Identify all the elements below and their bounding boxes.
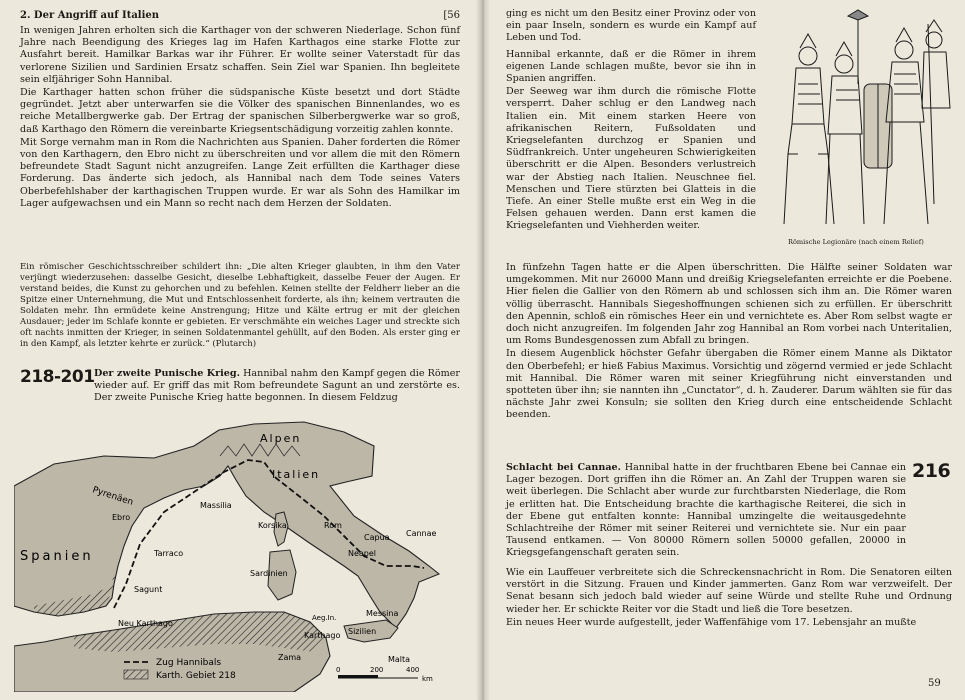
map-label-malta: Malta: [388, 655, 411, 664]
map-label-messina: Messina: [366, 609, 399, 618]
page-header: [20, 10, 460, 21]
map-label-neu-karthago: Neu Karthago: [118, 619, 173, 628]
map-label-cannae: Cannae: [406, 529, 437, 538]
right-page: [482, 0, 965, 700]
map-label-neapel: Neapel: [348, 549, 377, 558]
map-label-rom: Rom: [324, 521, 342, 530]
cannae-year: 216: [912, 460, 951, 482]
illustration-caption: Römische Legionäre (nach einem Relief): [788, 238, 924, 246]
scale-unit: km: [422, 675, 433, 683]
plutarch-quote: Ein römischer Geschichtsschreiber schildert ihn: „Die alten Krieger glaubten, in ihm den Vater verjüngt wiederzusehen: dasselbe Gesicht, dieselbe Lebhaftigkeit, dasselbe Feuer der Augen. Er verstand beides, die Kunst zu gehorchen und zu befehlen. Keinen stellte der Feldherr lieber an die Spitze einer Unternehmung, die Mut und Entschlossenheit forderte, als ihn; keinem vertrauten die Soldaten mehr. Ihn ermüdete keine Anstrengung; Hitze und Kälte ertrug er mit der gleichen Ausdauer; jeder im Schlafe konnte er gebieten. Er verschmähte ein weiches Lager und streckte sich oft nachts inmitten der Krieger, in seinen Soldatenmantel gehüllt, auf den Boden. Als erster ging er in den Kampf, als letzter kehrte er zurück.“ (Plutarch): [20, 262, 460, 349]
map-label-sizilien: Sizilien: [348, 627, 377, 636]
cannae-text: Hannibal hatte in der fruchtbaren Ebene bei Cannae ein Lager bezogen. Dort griffen ihn die Römer an. An Zahl der Truppen waren sie weit überlegen. Die Schlacht aber wurde zur furchtbarsten Niederlage, die Rom je erlitten hat. Die Entscheidung brachte die karthagische Reiterei, die sich in der Ebene gut entfalten konnte: Hannibal umzingelte die weitausgedehnte Schlachtreihe der Römer mit seiner Reiterei und vernichtete sie. Nur ein paar Tausend entkamen. — Von 80000 Römern sollen 50000 gefallen, 20000 in Kriegsgefangenschaft geraten sein.: [506, 462, 906, 559]
map-label-alpen: Alpen: [260, 432, 302, 445]
legend-zug-hannibals: Zug Hannibals: [156, 658, 222, 668]
scale-200: 200: [370, 666, 384, 674]
map-western-mediterranean: [14, 416, 472, 692]
map-label-karthago: Karthago: [304, 631, 341, 640]
map-label-zama: Zama: [278, 653, 302, 662]
map-label-capua: Capua: [364, 533, 390, 542]
right-column-text: [506, 8, 756, 234]
map-label-sardinien: Sardinien: [250, 569, 288, 578]
paragraph: In diesem Augenblick höchster Gefahr übergaben die Römer einem Manne als Diktator den Oberbefehl; er hieß Fabius Maximus. Vorsichtig und zögernd vermied er jede Schlacht mit Hannibal. Die Römer waren mit seiner Kriegführung nicht einverstanden und spotteten über ihn; sie nannten ihn „Cunctator“, d. h. Zauderer. Darum wählten sie für das nächste Jahr zwei Konsuln; sie sollten den Krieg durch eine entscheidende Schlacht beenden.: [506, 348, 952, 421]
section-title: Der zweite Punische Krieg.: [94, 368, 240, 379]
right-bottom-text: [506, 567, 952, 630]
map-label-korsika: Korsika: [258, 521, 287, 530]
page-number-left: [56: [443, 10, 460, 21]
section-intro: [94, 368, 460, 405]
section-text: Hannibal nahm den Kampf gegen die Römer wieder auf. Er griff das mit Rom befreundete Sagunt an und zerstörte es. Der zweite Punische Krieg hatte begonnen. In diesem Feldzug: [94, 368, 460, 404]
years-label: 218-201: [20, 367, 95, 387]
legend-karth-gebiet: Karth. Gebiet 218: [156, 671, 236, 681]
map-label-massilia: Massilia: [200, 501, 232, 510]
map-label-sagunt: Sagunt: [134, 585, 163, 594]
cannae-section: [506, 462, 906, 560]
paragraph: Mit Sorge vernahm man in Rom die Nachrichten aus Spanien. Daher forderten die Römer von den Karthagern, den Ebro nicht zu überschreiten und vor allem die mit den Römern befreundete Stadt Sagunt nicht anzugreifen. Lange Zeit erfüllten die Karthager diese Forderung. Das änderte sich jedoch, als Hannibal nach dem Tode seines Vaters Oberbefehlshaber der karthagischen Truppen wurde. Er war als Sohn des Hamilkar im Lager aufgewachsen und ein Mann so recht nach dem Herzen der Soldaten.: [20, 136, 460, 209]
scale-0: 0: [336, 666, 341, 674]
map-label-tarraco: Tarraco: [154, 549, 184, 558]
cannae-title: Schlacht bei Cannae.: [506, 462, 621, 473]
map-label-ebro: Ebro: [112, 513, 131, 522]
chapter-title: 2. Der Angriff auf Italien: [20, 10, 160, 21]
legionaries-illustration: [774, 4, 952, 236]
paragraph: In fünfzehn Tagen hatte er die Alpen überschritten. Die Hälfte seiner Soldaten war umgekommen. Mit nur 26000 Mann und dreißig Kriegselefanten erreichte er die Poebene. Hier fielen die Gallier von den Römern ab und schlossen sich ihm an. Die Römer waren völlig überrascht. Hannibals Siegeshoffnungen schienen sich zu erfüllen. Er überschritt den Apennin, schloß ein römisches Heer ein und vernichtete es. Aber Rom selbst wagte er doch nicht anzugreifen. Im folgenden Jahr zog Hannibal an Rom vorbei nach Unteritalien, um Roms Bundesgenossen zum Abfall zu bringen.: [506, 262, 952, 347]
map-label-italien: Italien: [272, 468, 321, 481]
paragraph: Der Seeweg war ihm durch die römische Flotte versperrt. Daher schlug er den Landweg nach Italien ein. Mit einem starken Heere von afrikanischen Reitern, Fußsoldaten und Kriegselefanten durchzog er Spanien und Südfrankreich. Unter ungeheuren Schwierigkeiten überschritt er die Alpen. Besonders verlustreich war der Abstieg nach Italien. Neuschnee fiel. Menschen und Tiere stürzten bei Glatteis in die Tiefe. An einer Stelle mußte erst ein Weg in die Felsen gehauen werden. Dann erst kamen die Kriegselefanten und Viehherden weiter.: [506, 86, 756, 232]
paragraph: In wenigen Jahren erholten sich die Karthager von der schweren Niederlage. Schon fünf Jahre nach Beendigung des Krieges lag im Hafen Karthagos eine starke Flotte zur Ausfahrt bereit. Hamilkar Barkas war ihr Führer. Er wollte seiner Vaterstadt für das verlorene Sizilien und Sardinien Ersatz schaffen. Sein Ziel war Spanien. Ihn begleitete sein elfjähriger Sohn Hannibal.: [20, 25, 460, 85]
paragraph: Hannibal erkannte, daß er die Römer in ihrem eigenen Lande schlagen mußte, bevor sie ihn in Spanien angriffen.: [506, 48, 756, 85]
paragraph: ging es nicht um den Besitz einer Provinz oder von ein paar Inseln, sondern es wurde ein Kampf auf Leben und Tod.: [506, 8, 756, 44]
left-text-block: [20, 25, 460, 211]
map-label-spanien: Spanien: [20, 549, 94, 564]
paragraph: Ein neues Heer wurde aufgestellt, jeder Waffenfähige vom 17. Lebensjahr an mußte: [506, 616, 917, 628]
left-page: [0, 0, 482, 700]
paragraph: Wie ein Lauffeuer verbreitete sich die Schreckensnachricht in Rom. Die Senatoren eilten verstört in die Sitzung. Frauen und Kinder jammerten. Ganz Rom war verzweifelt. Der Senat besann sich jedoch bald wieder auf seine Würde und stellte Ruhe und Ordnung wieder her. Er schickte Reiter vor die Stadt und ließ die Tore besetzen.: [506, 567, 952, 615]
map-label-aeg-in: Aeg.In.: [312, 614, 337, 622]
paragraph: Die Karthager hatten schon früher die südspanische Küste besetzt und dort Städte gegründet. Jetzt aber unterwarfen sie die Völker des spanischen Binnenlandes, wo es reiche Metallbergwerke gab. Der Ertrag der spanischen Silberbergwerke war so groß, daß Karthago den Römern die vereinbarte Kriegsentschädigung vorzeitig zahlen konnte.: [20, 87, 460, 135]
page-number-right: 59: [928, 678, 941, 689]
map-label-pyrenaeen: Pyrenäen: [91, 485, 135, 508]
scale-400: 400: [406, 666, 420, 674]
right-full-text: [506, 262, 952, 423]
